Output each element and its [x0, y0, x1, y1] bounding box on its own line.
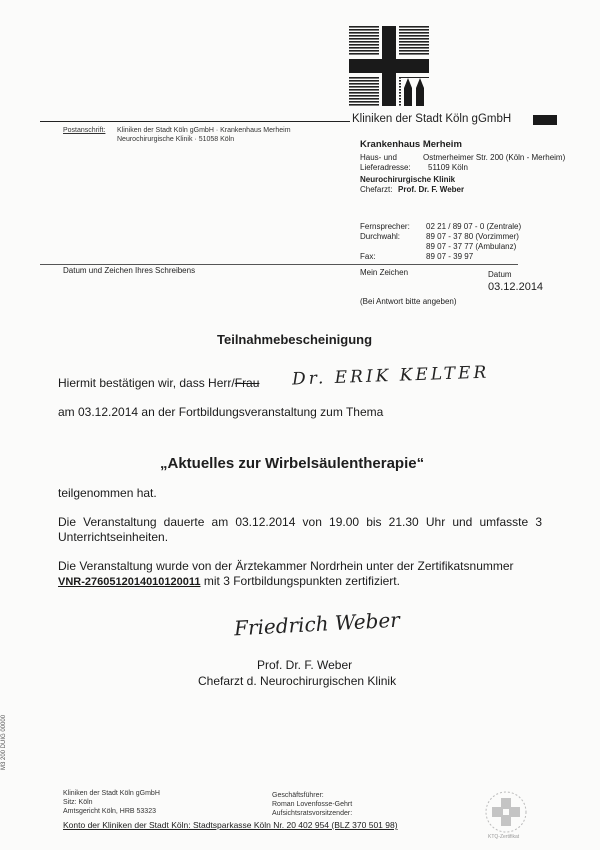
footer-seat: Sitz: Köln [63, 799, 93, 806]
footer-board-label: Aufsichtsratsvorsitzender: [272, 810, 353, 817]
footer-company: Kliniken der Stadt Köln gGmbH [63, 790, 160, 797]
certification-seal-text: KTQ-Zertifikat [488, 834, 520, 840]
topic-heading: „Aktuelles zur Wirbelsäulentherapie“ [160, 455, 425, 472]
cert-line-1: Die Veranstaltung wurde von der Ärztekammer Nordrhein unter der Zertifikatsnummer [58, 559, 514, 573]
postal-line-1: Kliniken der Stadt Köln gGmbH · Krankenhaus Merheim [117, 127, 291, 134]
contact-label: Fax: [360, 252, 376, 261]
footer-bank: Konto der Kliniken der Stadt Köln: Stadtsparkasse Köln Nr. 20 402 954 (BLZ 370 501 98) [63, 820, 398, 830]
my-ref-label: Mein Zeichen [360, 268, 409, 277]
header-rule [40, 121, 350, 122]
confirm-text [58, 376, 259, 391]
signatory-role: Chefarzt d. Neurochirurgischen Klinik [198, 674, 397, 688]
org-name: Kliniken der Stadt Köln gGmbH [352, 113, 512, 125]
address-label-1: Haus- und [360, 153, 397, 162]
handwritten-name: Dr. ERIK KELTER [291, 362, 490, 390]
cert-line-2 [58, 574, 400, 590]
contact-value: 02 21 / 89 07 - 0 (Zentrale) [426, 222, 522, 231]
contact-value: 89 07 - 39 97 [426, 252, 474, 261]
signatory-name: Prof. Dr. F. Weber [257, 658, 353, 672]
cert-line-2-rest: mit 3 Fortbildungspunkten zertifiziert. [200, 574, 400, 588]
footer-management-label: Geschäftsführer: [272, 792, 324, 799]
duration-line-1: Die Veranstaltung dauerte am 03.12.2014 von 19.00 bis 21.30 Uhr und umfasste 3 [58, 515, 542, 529]
contact-label: Durchwahl: [360, 232, 401, 241]
address-value-2: 51109 Köln [428, 163, 468, 172]
footer-manager: Roman Lovenfosse-Gehrt [272, 801, 353, 808]
chief-name: Prof. Dr. F. Weber [398, 185, 465, 194]
hospital-name: Krankenhaus Merheim [360, 139, 462, 150]
footer-court: Amtsgericht Köln, HRB 53323 [63, 808, 156, 815]
participated-text: teilgenommen hat. [58, 486, 157, 500]
signature-handwriting: Friedrich Weber [233, 607, 401, 641]
certification-seal-icon [484, 790, 528, 834]
clinic-logo-icon [349, 26, 429, 106]
date-value: 03.12.2014 [488, 281, 544, 293]
reference-rule [40, 264, 518, 265]
contact-value: 89 07 - 37 80 (Vorzimmer) [426, 232, 519, 241]
postal-line-2: Neurochirurgische Klinik · 51058 Köln [117, 136, 235, 143]
cert-number: VNR-2760512014010120011 [58, 576, 201, 588]
contact-value: 89 07 - 37 77 (Ambulanz) [426, 242, 517, 251]
side-code: M3 200 DUIG 00000 [1, 714, 7, 770]
event-line: am 03.12.2014 an der Fortbildungsveranstaltung zum Thema [58, 405, 384, 419]
duration-line-2: Unterrichtseinheiten. [58, 530, 169, 544]
contact-label: Fernsprecher: [360, 222, 410, 231]
chief-label: Chefarzt: [360, 185, 393, 194]
reply-note: (Bei Antwort bitte angeben) [360, 297, 457, 306]
clinic-name: Neurochirurgische Klinik [360, 175, 456, 184]
address-value-1: Ostmerheimer Str. 200 (Köln - Merheim) [423, 153, 566, 162]
postal-label: Postanschrift: [63, 127, 106, 134]
struck-option: Frau [234, 376, 260, 390]
your-ref-label: Datum und Zeichen Ihres Schreibens [63, 266, 196, 275]
header-rule-block [533, 115, 557, 125]
date-label: Datum [488, 270, 512, 279]
address-label-2: Lieferadresse: [360, 163, 411, 172]
confirm-prefix: Hiermit bestätigen wir, dass Herr/ [58, 376, 235, 390]
document-title: Teilnahmebescheinigung [217, 332, 373, 347]
